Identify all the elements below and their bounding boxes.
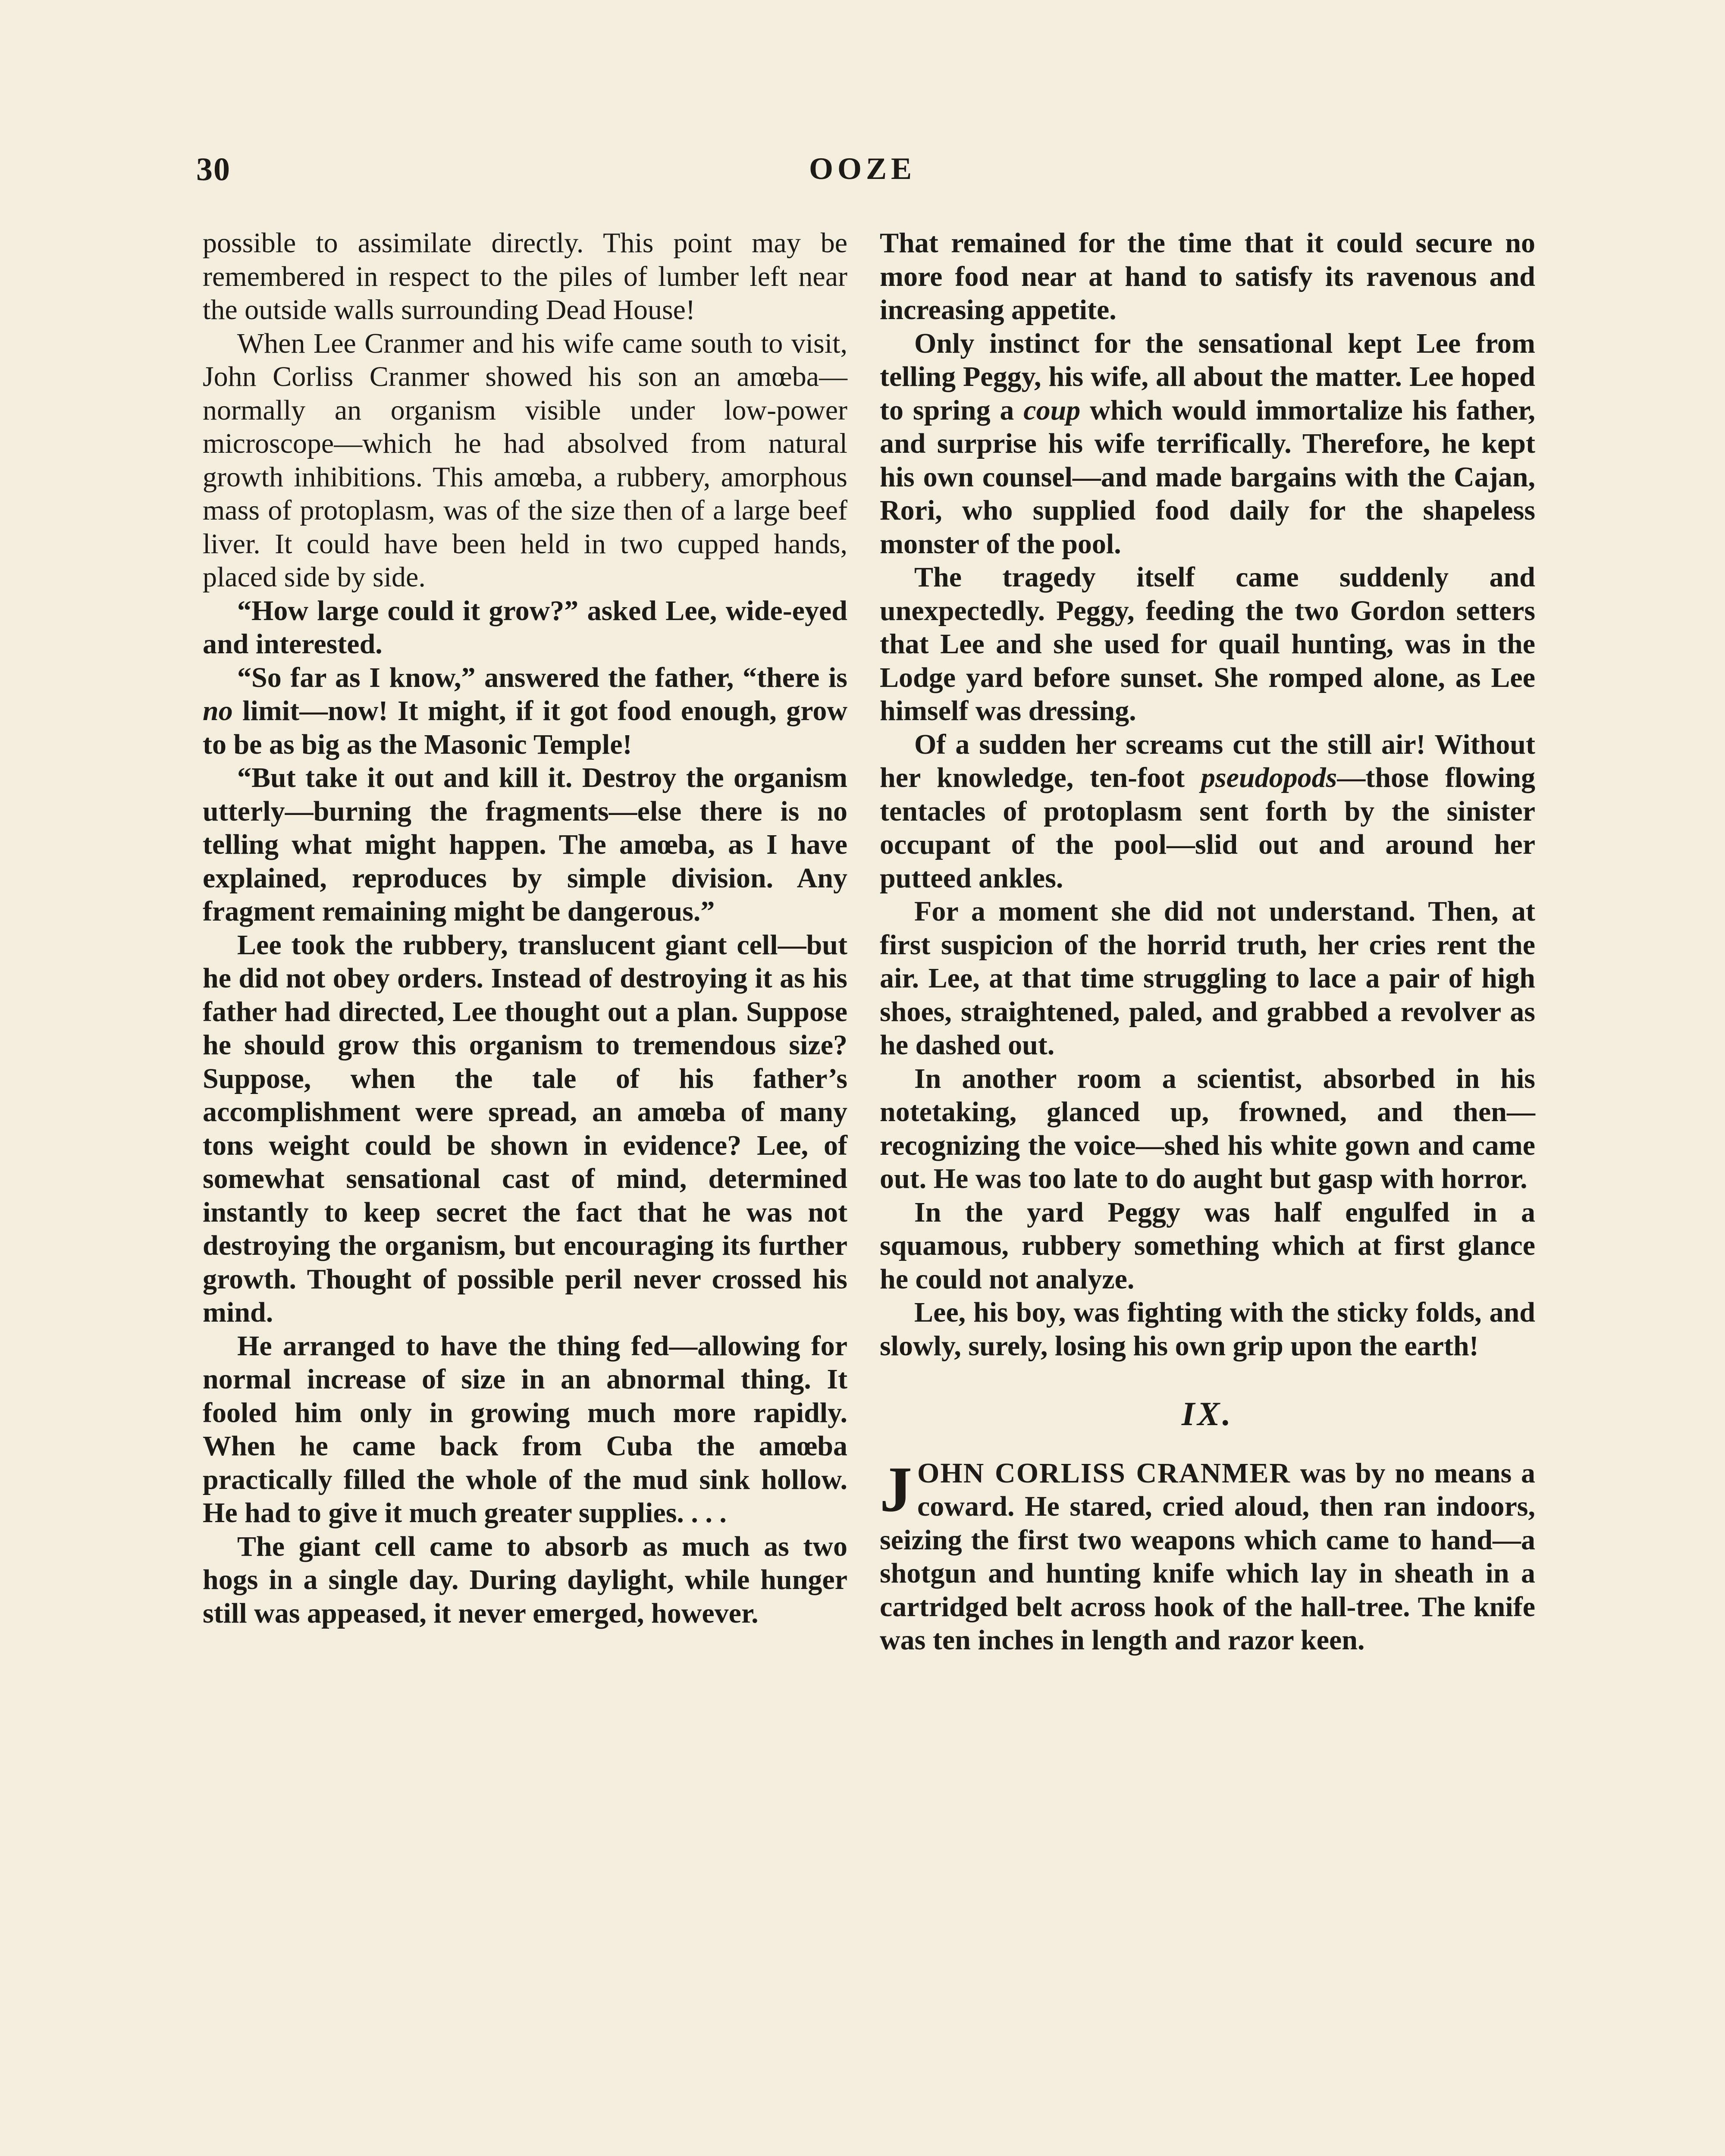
paragraph: That remained for the time that it could secure no more food near at hand to satisfy its ravenous and increasing appetite.: [880, 227, 1535, 326]
paragraph: In the yard Peggy was half engulfed in a squamous, rubbery something which at first glance he could not analyze.: [880, 1196, 1535, 1295]
text-run: Only instinct for the sensational kept Lee from telling Peggy, his wife, all about the matter. Lee hoped to spring a: [880, 327, 1535, 426]
paragraph: “How large could it grow?” asked Lee, wide-eyed and interested.: [203, 595, 847, 660]
emphasis-text: no: [203, 695, 233, 727]
paragraph: Lee took the rubbery, translucent giant cell—but he did not obey orders. Instead of destroying it as his father had directed, Lee thought out a plan. Suppose he should grow this organism to tremendous size? Suppose, when the tale of his father’s accomplishment were spread, an amœba of many tons weight could be shown in evidence? Lee, of somewhat sensational cast of mind, determined instantly to keep secret the fact that he was not destroying the organism, but encouraging its further growth. Thought of possible peril never crossed his mind.: [203, 929, 847, 1328]
text-run: —those flowing tentacles of protoplasm sent forth by the sinister occupant of the pool—slid out and around her putteed ankles.: [880, 762, 1535, 894]
paragraph: [880, 327, 1535, 561]
text-run: was by no means a coward. He stared, cried aloud, then ran indoors, seizing the first two weapons which came to hand—a shotgun and hunting knife which lay in sheath in a cartridged belt across hook of the hall-tree. The knife was ten inches in length and razor keen.: [880, 1457, 1535, 1656]
right-column: [880, 226, 1535, 1657]
emphasis-text: coup: [1023, 394, 1081, 426]
text-run: “So far as I know,” answered the father, “there is: [237, 661, 847, 693]
text-run: which would immortalize his father, and surprise his wife terrifically. Therefore, he kept his own counsel—and made bargains with the Cajan, Rori, who supplied food daily for the shapeless monster of the pool.: [880, 394, 1535, 560]
paragraph: The tragedy itself came suddenly and unexpectedly. Peggy, feeding the two Gordon setters that Lee and she used for quail hunting, was in the Lodge yard before sunset. She romped alone, as Lee himself was dressing.: [880, 561, 1535, 727]
paragraph: When Lee Cranmer and his wife came south to visit, John Corliss Cranmer showed his son an amœba—normally an organism visible under low-power microscope—which he had absolved from natural growth inhibitions. This amœba, a rubbery, amorphous mass of protoplasm, was of the size then of a large beef liver. It could have been held in two cupped hands, placed side by side.: [203, 327, 847, 593]
running-title: OOZE: [809, 151, 916, 186]
paragraph: [203, 661, 847, 761]
page-number: 30: [196, 151, 231, 188]
paragraph: In another room a scientist, absorbed in his notetaking, glanced up, frowned, and then—recognizing the voice—shed his white gown and came out. He was too late to do aught but gasp with horror.: [880, 1062, 1535, 1194]
emphasis-text: pseudopods: [1201, 762, 1337, 793]
paragraph: Lee, his boy, was fighting with the sticky folds, and slowly, surely, losing his own grip upon the earth!: [880, 1297, 1535, 1362]
paragraph: “But take it out and kill it. Destroy the organism utterly—burning the fragments—else there is no telling what might happen. The amœba, as I have explained, reproduces by simple division. Any fragment remaining might be dangerous.”: [203, 762, 847, 927]
paragraph: The giant cell came to absorb as much as two hogs in a single day. During daylight, while hunger still was appeased, it never emerged, however.: [203, 1530, 847, 1629]
drop-cap: J: [880, 1453, 912, 1525]
paragraph: For a moment she did not understand. Then, at first suspicion of the horrid truth, her cries rent the air. Lee, at that time struggling to lace a pair of high shoes, straightened, paled, and grabbed a revolver as he dashed out.: [880, 896, 1535, 1061]
text-run: Of a sudden her screams cut the still air! Without her knowledge, ten-foot: [880, 728, 1535, 793]
paragraph: [880, 728, 1535, 895]
chapter-heading: IX.: [1182, 1395, 1233, 1432]
text-run: limit—now! It might, if it got food enough, grow to be as big as the Masonic Temple!: [203, 695, 847, 760]
chapter-opening-paragraph: [880, 1453, 1535, 1657]
paragraph: He arranged to have the thing fed—allowing for normal increase of size in an abnormal thing. It fooled him only in growing much more rapidly. When he came back from Cuba the amœba practically filled the whole of the mud sink hollow. He had to give it much greater supplies. . . .: [203, 1330, 847, 1529]
paragraph: possible to assimilate directly. This point may be remembered in respect to the piles of lumber left near the outside walls surrounding Dead House!: [203, 227, 847, 326]
left-column: [203, 226, 847, 1630]
opening-words: OHN CORLISS CRANMER: [917, 1457, 1291, 1489]
